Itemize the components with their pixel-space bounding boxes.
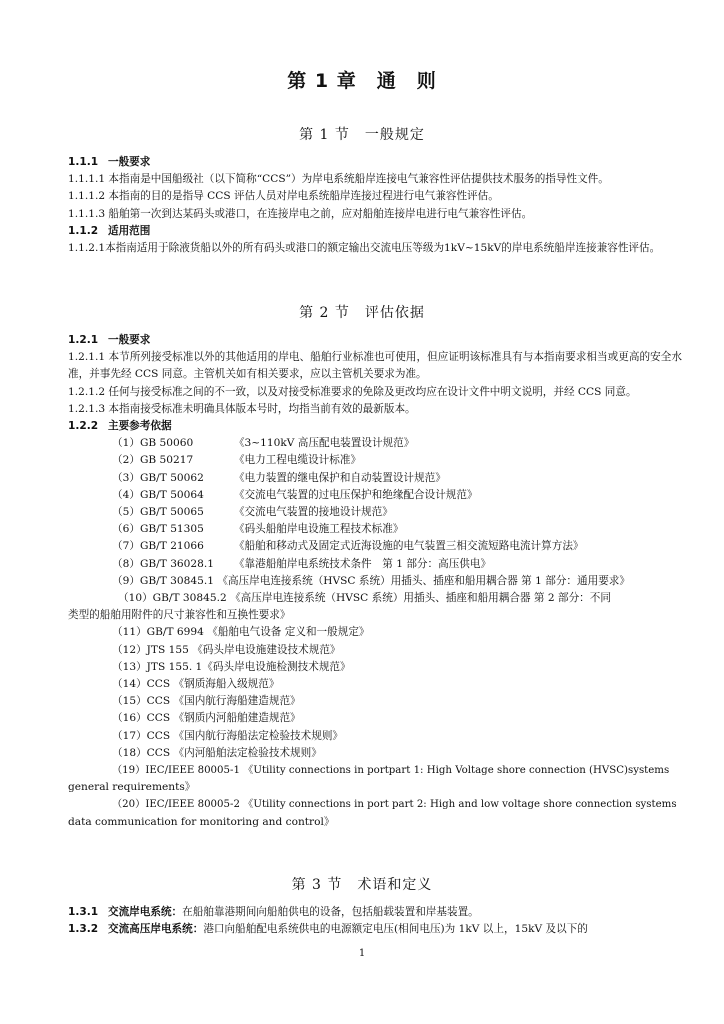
reference-item: （18）CCS 《内河船舶法定检验技术规则》 bbox=[112, 746, 322, 759]
section-1-body bbox=[68, 154, 682, 257]
definition-1-3-1: 1.3.1 交流岸电系统：在船舶靠港期间向船舶供电的设备，包括船载装置和岸基装置。 bbox=[68, 906, 479, 918]
reference-item: （5）GB/T 50065 《交流电气装置的接地设计规范》 bbox=[112, 506, 393, 519]
reference-item: （19）IEC/IEEE 80005-1 《Utility connections in portpart 1: High Voltage shore connection (HVSC)systems bbox=[112, 765, 670, 777]
reference-item: （17）CCS 《国内航行海船法定检验技术规则》 bbox=[112, 729, 344, 742]
paragraph-1-1-1-2: 1.1.1.2 本指南的目的是指导 CCS 评估人员对岸电系统船岸连接过程进行电气兼容性评估。 bbox=[68, 190, 499, 203]
paragraph-1-2-1-1: 1.2.1.1 本节所列接受标准以外的其他适用的岸电、船舶行业标准也可使用，但应证明该标准具有与本指南要求相当或更高的安全水准，并事先经 CCS 同意。主管机关如有相关要求，应以主管机关要求为准。 bbox=[68, 351, 682, 381]
reference-item: （11）GB/T 6994 《船舶电气设备 定义和一般规定》 bbox=[112, 626, 370, 639]
reference-item: （10）GB/T 30845.2 《高压岸电连接系统（HVSC 系统）用插头、插座和船用耦合器 第 2 部分：不同 bbox=[118, 592, 611, 605]
reference-item: （15）CCS 《国内航行海船建造规范》 bbox=[112, 695, 301, 708]
heading-1-1-2: 1.1.2 适用范围 bbox=[68, 224, 151, 237]
reference-item: （9）GB/T 30845.1 《高压岸电连接系统（HVSC 系统）用插头、插座和船用耦合器 第 1 部分：通用要求》 bbox=[112, 574, 630, 587]
heading-1-2-1: 1.2.1 一般要求 bbox=[68, 334, 151, 346]
reference-item: （13）JTS 155. 1《码头岸电设施检测技术规范》 bbox=[112, 660, 351, 673]
reference-item: （14）CCS 《钢质海船入级规范》 bbox=[112, 678, 280, 691]
reference-item: （12）JTS 155 《码头岸电设施建设技术规范》 bbox=[112, 643, 341, 656]
section-2-body bbox=[68, 332, 682, 831]
heading-1-1-1: 1.1.1 一般要求 bbox=[68, 156, 151, 168]
section-title-3: 第 3 节 术语和定义 bbox=[291, 877, 433, 893]
reference-item: （2）GB 50217 《电力工程电缆设计标准》 bbox=[112, 454, 362, 467]
reference-list bbox=[68, 435, 682, 831]
section-title-1: 第 1 节 一般规定 bbox=[299, 127, 425, 143]
page-number: 1 bbox=[358, 948, 366, 959]
section-3-body bbox=[68, 904, 682, 938]
paragraph-1-1-1-3: 1.1.1.3 船舶第一次到达某码头或港口，在连接岸电之前，应对船舶连接岸电进行电气兼容性评估。 bbox=[68, 207, 533, 220]
definition-1-3-2: 1.3.2 交流高压岸电系统：港口向船舶配电系统供电的电源额定电压(相间电压)为 1kV 以上，15kV 及以下的 bbox=[68, 923, 588, 936]
paragraph-1-1-2-1: 1.1.2.1本指南适用于除液货船以外的所有码头或港口的额定输出交流电压等级为1kV~15kV的岸电系统船岸连接兼容性评估。 bbox=[68, 242, 661, 255]
reference-item-continued: data communication for monitoring and control》 bbox=[68, 815, 335, 828]
reference-item-continued: 类型的船舶用附件的尺寸兼容性和互换性要求》 bbox=[68, 609, 291, 622]
heading-1-2-2: 1.2.2 主要参考依据 bbox=[68, 420, 172, 433]
paragraph-1-2-1-3: 1.2.1.3 本指南接受标准未明确具体版本号时，均指当前有效的最新版本。 bbox=[68, 402, 416, 415]
reference-item: （16）CCS 《钢质内河船舶建造规范》 bbox=[112, 712, 301, 725]
reference-item: （4）GB/T 50064 《交流电气装置的过电压保护和绝缘配合设计规范》 bbox=[112, 488, 478, 501]
paragraph-1-2-1-2: 1.2.1.2 任何与接受标准之间的不一致，以及对接受标准要求的免除及更改均应在设计文件中明文说明，并经 CCS 同意。 bbox=[68, 385, 637, 398]
reference-item: （1）GB 50060 《3~110kV 高压配电装置设计规范》 bbox=[112, 437, 415, 450]
reference-item: （20）IEC/IEEE 80005-2 《Utility connections in port part 2: High and low voltage shore connection systems bbox=[112, 799, 677, 811]
reference-item-continued: general requirements》 bbox=[68, 781, 196, 794]
section-title-2: 第 2 节 评估依据 bbox=[299, 305, 425, 321]
reference-item: （3）GB/T 50062 《电力装置的继电保护和自动装置设计规范》 bbox=[112, 471, 446, 484]
reference-item: （8）GB/T 36028.1 《靠港船舶岸电系统技术条件 第 1 部分：高压供电》 bbox=[112, 557, 492, 570]
reference-item: （6）GB/T 51305 《码头船舶岸电设施工程技术标准》 bbox=[112, 523, 404, 536]
chapter-title: 第 1 章 通 则 bbox=[287, 70, 437, 92]
paragraph-1-1-1-1: 1.1.1.1 本指南是中国船级社（以下简称“CCS”）为岸电系统船岸连接电气兼容性评估提供技术服务的指导性文件。 bbox=[68, 173, 609, 186]
reference-item: （7）GB/T 21066 《船舶和移动式及固定式近海设施的电气装置三相交流短路电流计算方法》 bbox=[112, 540, 584, 553]
